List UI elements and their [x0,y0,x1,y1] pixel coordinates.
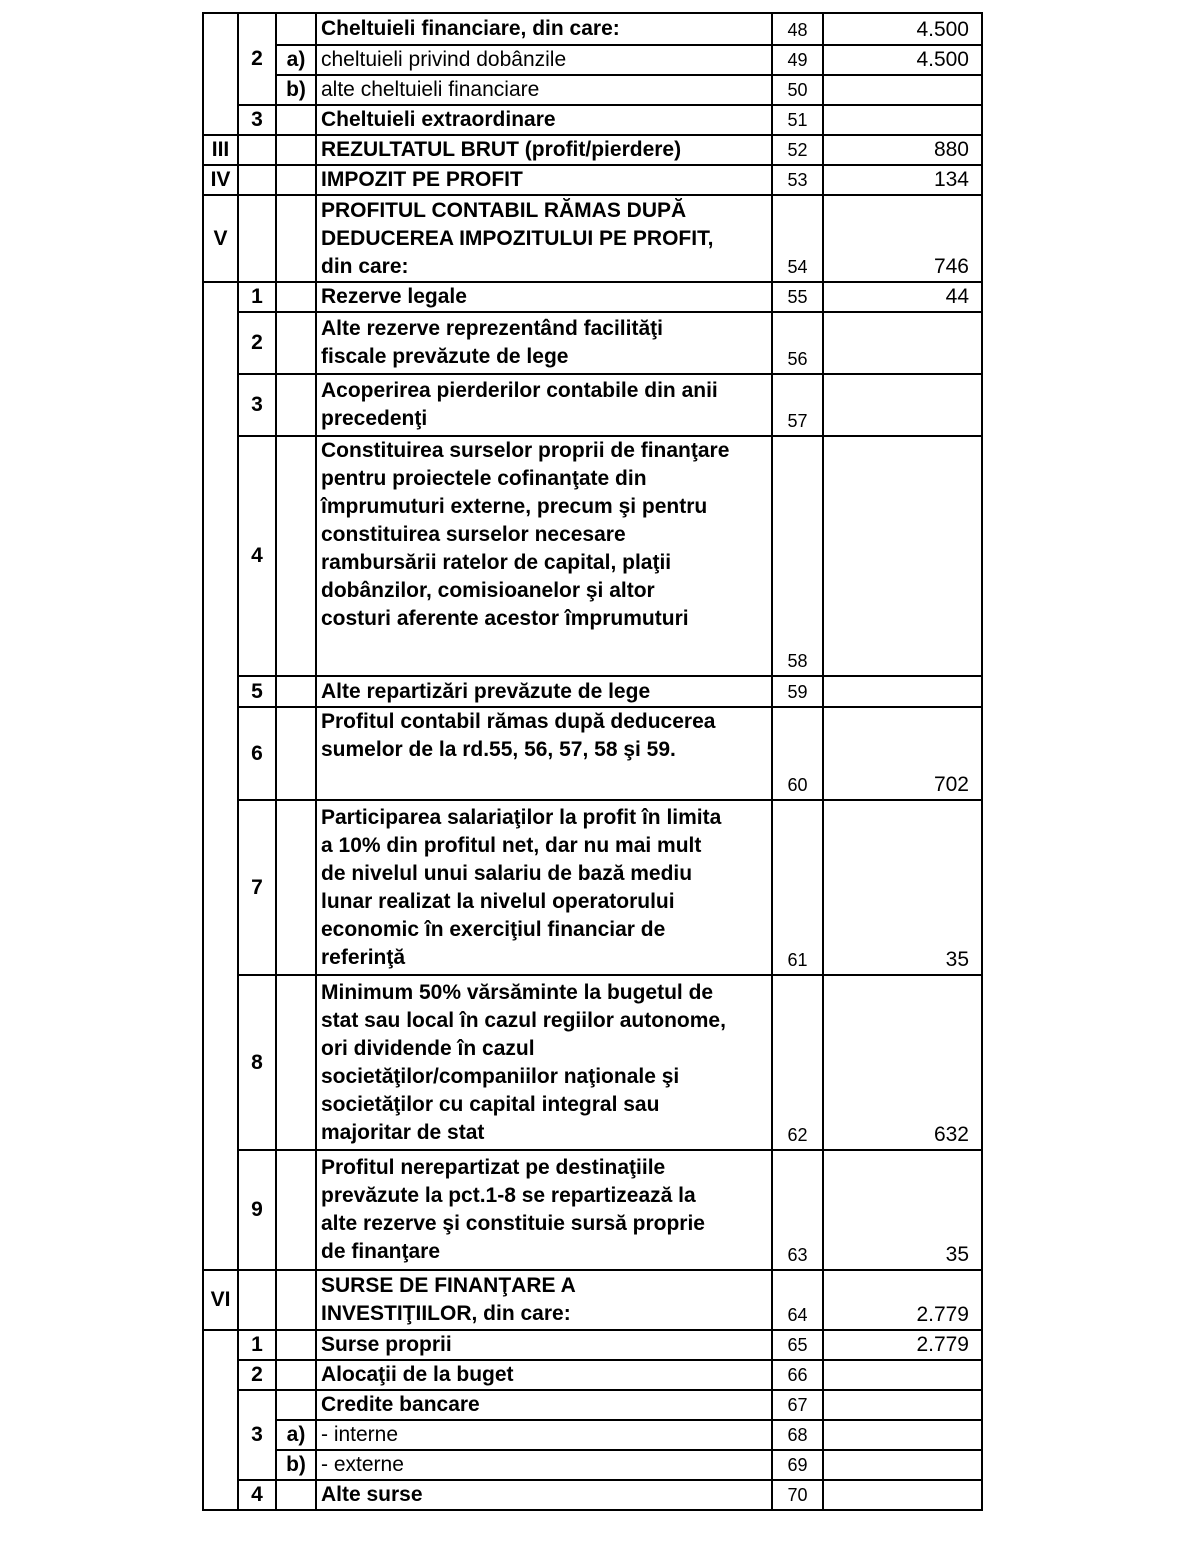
sub-item-cell [276,13,316,45]
row-code-cell: 61 [772,800,823,975]
row-code-cell: 57 [772,374,823,436]
table-row [203,195,982,282]
description-text: IMPOZIT PE PROFIT [321,168,523,191]
sub-item-cell [276,975,316,1150]
description-cell [316,13,772,45]
item-number-cell [238,195,276,282]
description-text: Constituirea surselor proprii de finanţare pentru proiectele cofinanţate din împrumuturi externe, precum şi pentru constituirea surselor necesare rambursării ratelor de capital, plaţii dobânzilor, comisioanelor şi altor costuri aferente acestor împrumuturi [321,439,730,630]
section-roman-cell: III [203,135,238,165]
table-row [203,1360,982,1390]
sub-item-cell [276,1330,316,1360]
item-number-cell [238,135,276,165]
description-text: Alte surse [321,1483,423,1506]
description-text: Alte rezerve reprezentând facilităţi fiscale prevăzute de lege [321,317,663,368]
description-cell [316,1390,772,1420]
row-code-cell: 65 [772,1330,823,1360]
table-row [203,1420,982,1450]
sub-item-cell [276,105,316,135]
row-code-cell: 70 [772,1480,823,1510]
description-text: Credite bancare [321,1393,480,1416]
description-text: cheltuieli privind dobânzile [321,48,567,71]
description-cell [316,1150,772,1270]
value-cell [823,105,982,135]
sub-item-cell: b) [276,1450,316,1480]
value-cell [823,1450,982,1480]
item-number-cell: 9 [238,1150,276,1270]
table-row [203,135,982,165]
description-cell [316,1420,772,1450]
description-text: Cheltuieli financiare, din care: [321,17,620,40]
value-cell [823,436,982,676]
row-code-cell: 54 [772,195,823,282]
table-row [203,1330,982,1360]
sub-item-cell [276,800,316,975]
description-cell [316,282,772,312]
value-cell [823,312,982,374]
table-row [203,1270,982,1330]
sub-item-cell [276,1360,316,1390]
row-code-cell: 51 [772,105,823,135]
table-body [203,13,982,1510]
item-number-cell: 2 [238,312,276,374]
row-code-cell: 67 [772,1390,823,1420]
sub-item-cell [276,282,316,312]
sub-item-cell [276,165,316,195]
description-cell [316,135,772,165]
section-roman-cell: IV [203,165,238,195]
value-cell [823,676,982,707]
description-text: PROFITUL CONTABIL RĂMAS DUPĂ DEDUCEREA IMPOZITULUI PE PROFIT, din care: [321,198,714,278]
description-cell [316,1270,772,1330]
item-number-cell: 1 [238,282,276,312]
row-code-cell: 59 [772,676,823,707]
value-cell: 44 [823,282,982,312]
financial-table [202,12,983,1511]
item-number-cell: 2 [238,13,276,105]
value-cell: 4.500 [823,13,982,45]
description-cell [316,45,772,75]
table-row [203,13,982,45]
item-number-cell: 2 [238,1360,276,1390]
description-cell [316,676,772,707]
description-text: - interne [321,1423,399,1446]
value-cell: 632 [823,975,982,1150]
sub-item-cell [276,436,316,676]
table-row [203,105,982,135]
description-cell [316,1360,772,1390]
description-cell [316,1480,772,1510]
value-cell: 35 [823,800,982,975]
table-row [203,707,982,800]
description-cell [316,1450,772,1480]
row-code-cell: 55 [772,282,823,312]
description-text: Profitul nerepartizat pe destinaţiile prevăzute la pct.1-8 se repartizează la alte rezerve şi constituie sursă proprie de finanţare [321,1156,705,1263]
description-cell [316,1330,772,1360]
description-text: Profitul contabil rămas după deducerea sumelor de la rd.55, 56, 57, 58 şi 59. [321,710,716,761]
table-row [203,676,982,707]
row-code-cell: 56 [772,312,823,374]
table-row [203,374,982,436]
description-cell [316,800,772,975]
sub-item-cell [276,1480,316,1510]
value-cell: 702 [823,707,982,800]
sub-item-cell [276,1270,316,1330]
row-code-cell: 53 [772,165,823,195]
sub-item-cell: a) [276,45,316,75]
item-number-cell: 8 [238,975,276,1150]
table-row [203,1150,982,1270]
item-number-cell: 6 [238,707,276,800]
description-text: Minimum 50% vărsăminte la bugetul de stat sau local în cazul regiilor autonome, ori dividende în cazul societăţilor/companiilor naţionale şi societăţilor cu capital integral sau majoritar de stat [321,980,726,1144]
table-row [203,800,982,975]
description-text: Alocaţii de la buget [321,1363,514,1386]
value-cell [823,1360,982,1390]
row-code-cell: 68 [772,1420,823,1450]
description-text: alte cheltuieli financiare [321,78,540,101]
value-cell [823,1480,982,1510]
table-row [203,1480,982,1510]
value-cell [823,374,982,436]
section-roman-cell: V [203,195,238,282]
item-number-cell: 3 [238,374,276,436]
value-cell [823,1420,982,1450]
description-cell [316,975,772,1150]
value-cell: 134 [823,165,982,195]
item-number-cell: 4 [238,1480,276,1510]
description-cell [316,195,772,282]
section-roman-cell: VI [203,1270,238,1330]
row-code-cell: 66 [772,1360,823,1390]
value-cell [823,1390,982,1420]
table-row [203,436,982,676]
item-number-cell: 3 [238,1390,276,1480]
item-number-cell [238,165,276,195]
table-row [203,1450,982,1480]
row-code-cell: 69 [772,1450,823,1480]
table-row [203,312,982,374]
row-code-cell: 49 [772,45,823,75]
row-code-cell: 50 [772,75,823,105]
row-code-cell: 52 [772,135,823,165]
table-row [203,165,982,195]
description-cell [316,707,772,800]
section-roman-cell [203,13,238,135]
description-text: Acoperirea pierderilor contabile din anii precedenţi [321,379,718,430]
sub-item-cell: b) [276,75,316,105]
sub-item-cell [276,676,316,707]
sub-item-cell [276,312,316,374]
section-roman-cell [203,1330,238,1510]
table-row [203,45,982,75]
item-number-cell: 3 [238,105,276,135]
item-number-cell: 7 [238,800,276,975]
sub-item-cell [276,135,316,165]
sub-item-cell [276,707,316,800]
description-cell [316,165,772,195]
item-number-cell: 5 [238,676,276,707]
sub-item-cell [276,1150,316,1270]
row-code-cell: 63 [772,1150,823,1270]
sub-item-cell: a) [276,1420,316,1450]
value-cell: 746 [823,195,982,282]
value-cell [823,75,982,105]
item-number-cell: 4 [238,436,276,676]
row-code-cell: 60 [772,707,823,800]
value-cell: 880 [823,135,982,165]
table-row [203,282,982,312]
description-text: - externe [321,1453,404,1476]
description-text: SURSE DE FINANŢARE A INVESTIŢIILOR, din care: [321,1274,576,1325]
value-cell: 2.779 [823,1270,982,1330]
sub-item-cell [276,195,316,282]
description-text: Participarea salariaţilor la profit în limita a 10% din profitul net, dar nu mai mult de nivelul unui salariu de bază mediu lunar realizat la nivelul operatorului economic în exerciţiul financiar de referinţă [321,805,722,969]
description-cell [316,75,772,105]
table-row [203,975,982,1150]
sub-item-cell [276,1390,316,1420]
description-text: REZULTATUL BRUT (profit/pierdere) [321,138,682,161]
table-row [203,1390,982,1420]
description-text: Rezerve legale [321,285,467,308]
description-cell [316,312,772,374]
value-cell: 2.779 [823,1330,982,1360]
item-number-cell: 1 [238,1330,276,1360]
description-cell [316,105,772,135]
row-code-cell: 48 [772,13,823,45]
value-cell: 4.500 [823,45,982,75]
table-row [203,75,982,105]
description-text: Surse proprii [321,1333,452,1356]
description-cell [316,374,772,436]
row-code-cell: 62 [772,975,823,1150]
item-number-cell [238,1270,276,1330]
description-text: Alte repartizări prevăzute de lege [321,679,651,703]
row-code-cell: 64 [772,1270,823,1330]
description-cell [316,436,772,676]
value-cell: 35 [823,1150,982,1270]
row-code-cell: 58 [772,436,823,676]
description-text: Cheltuieli extraordinare [321,108,556,131]
sub-item-cell [276,374,316,436]
section-roman-cell [203,282,238,1270]
